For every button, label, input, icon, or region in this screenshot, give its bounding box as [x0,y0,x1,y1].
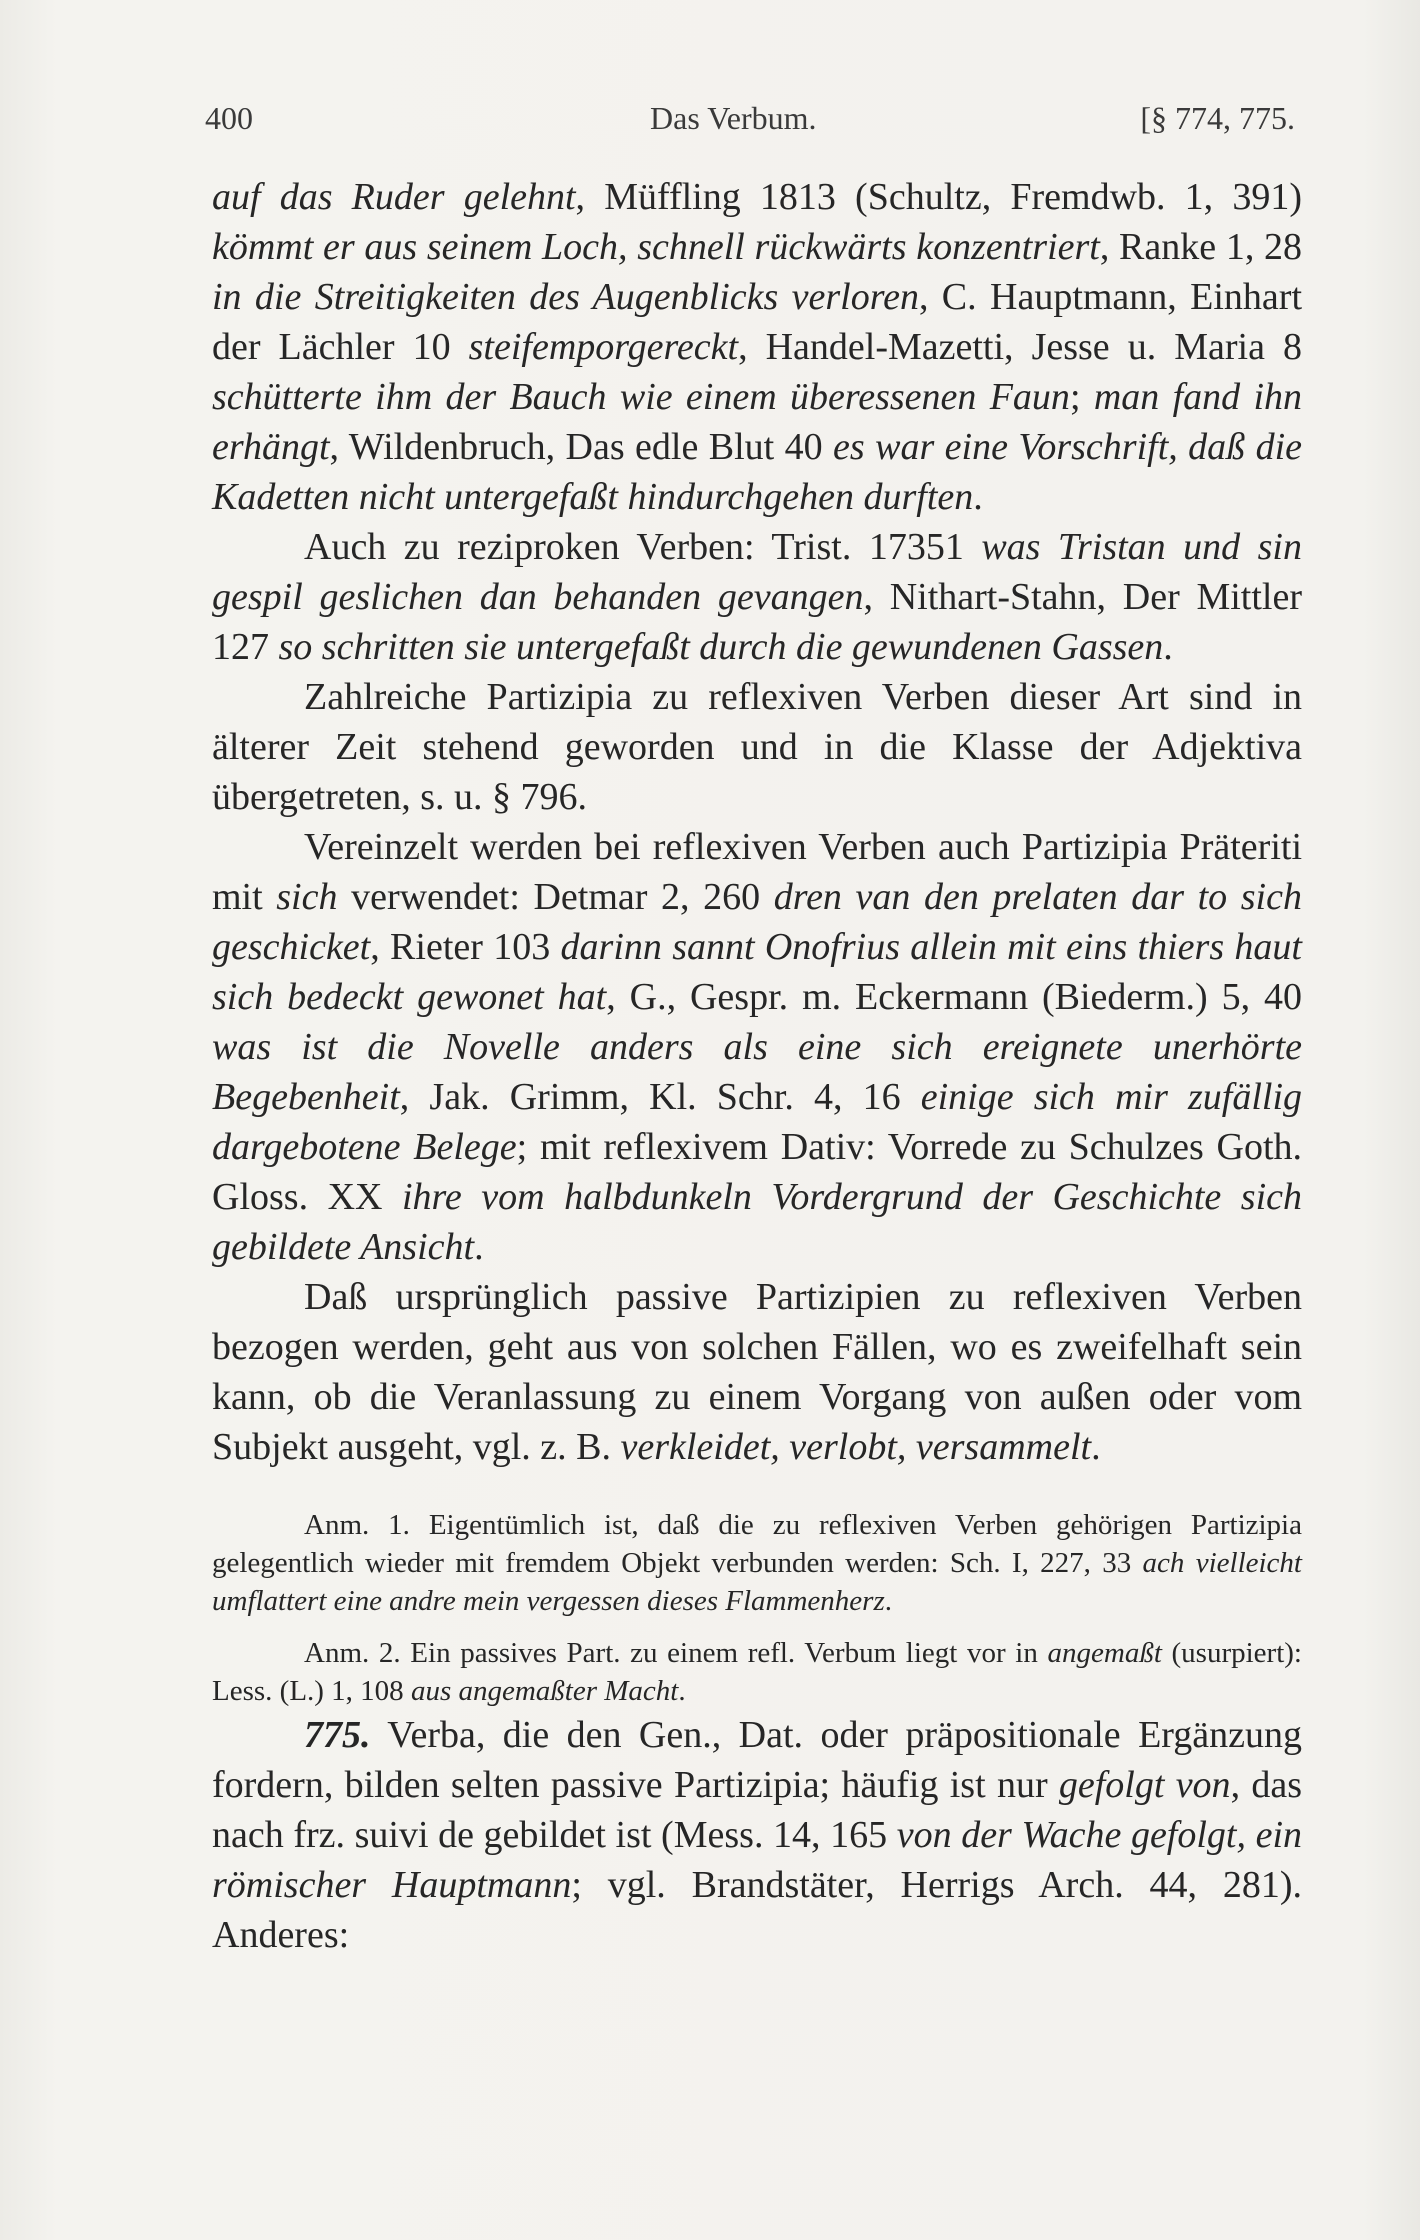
source-text: . [678,1675,686,1707]
citation-quote: man fand ihn erhängt [212,376,1303,468]
source-text: . [1163,626,1173,668]
source-text: ; mit reflexivem Dativ: Vorrede zu Schulzes Goth. Gloss. XX [212,1126,1302,1218]
source-text: , Rieter 103 [370,926,561,968]
citation-quote: darinn sannt Onofrius allein mit eins thiers haut sich bedeckt gewonet hat [212,926,1302,1018]
paragraph [212,172,1302,522]
source-text: Anm. 1. Eigentümlich ist, daß die zu reflexiven Verben gehörigen Partizipia gelegentlich wieder mit fremdem Objekt verbunden werden: Sch. I, 227, 33 [212,1509,1302,1579]
source-text: Anm. 2. Ein passives Part. zu einem refl. Verbum liegt vor in [304,1637,1048,1669]
section-775 [212,1710,1302,1960]
section-reference: [§ 774, 775. [1140,100,1295,136]
citation-quote: dren van den prelaten dar to sich geschicket [212,876,1302,968]
footnotes [212,1506,1302,1710]
source-text: , Nithart-Stahn, Der Mittler 127 [212,576,1302,668]
source-text: . [1091,1426,1101,1468]
note-2 [212,1634,1302,1710]
source-text: (usurpiert): Less. (L.) 1, 108 [212,1637,1302,1707]
source-text: ; [1069,376,1094,418]
citation-quote: in die Streitigkeiten des Augenblicks verloren [212,276,919,318]
note-1 [212,1506,1302,1620]
citation-quote: sich [276,876,338,918]
citation-quote: schütterte ihm der Bauch wie einem überessenen Faun [212,376,1070,418]
page-number: 400 [205,100,253,136]
citation-quote: ach vielleicht umflattert eine andre mein vergessen dieses Flammenherz [212,1547,1302,1617]
citation-quote: einige sich mir zufällig dargebotene Belege [212,1076,1303,1168]
source-text: , Wildenbruch, Das edle Blut 40 [329,426,834,468]
source-text: , C. Hauptmann, Einhart der Lächler 10 [212,276,1302,368]
citation-quote: kömmt er aus seinem Loch, schnell rückwärts konzentriert [212,226,1100,268]
paragraph [212,522,1302,672]
section-number: 775. [304,1714,371,1756]
citation-quote: es war eine Vorschrift, daß die Kadetten nicht untergefaßt hindurchgehen durften [212,426,1303,518]
citation-quote: aus angemaßter Macht [410,1675,679,1707]
source-text: Zahlreiche Partizipia zu reflexiven Verben dieser Art sind in älterer Zeit stehend geworden und in die Klasse der Adjektiva übergetreten, s. u. § 796. [212,676,1302,818]
source-text: , Müffling 1813 (Schultz, Fremdwb. 1, 391) [575,176,1302,218]
citation-quote: angemaßt [1047,1637,1162,1669]
citation-quote: verkleidet, verlobt, versammelt [620,1426,1092,1468]
paragraph [212,1272,1302,1472]
citation-quote: ihre vom halbdunkeln Vordergrund der Geschichte sich gebildete Ansicht [212,1176,1303,1268]
citation-quote: von der Wache gefolgt, ein römischer Hauptmann [212,1814,1302,1906]
source-text: , Jak. Grimm, Kl. Schr. 4, 16 [399,1076,921,1118]
citation-quote: steifemporgereckt [468,326,739,368]
source-text: , das nach frz. suivi de gebildet ist (Mess. 14, 165 [212,1764,1302,1856]
source-text: , Ranke 1, 28 [1099,226,1302,268]
running-title: Das Verbum. [650,100,817,136]
source-text: , Handel-Mazetti, Jesse u. Maria 8 [738,326,1302,368]
source-text: Auch zu reziproken Verben: Trist. 17351 [304,526,982,568]
paragraph [212,822,1302,1272]
main-text [212,172,1302,1960]
citation-quote: was ist die Novelle anders als eine sich ereignete unerhörte Begebenheit [212,1026,1302,1118]
source-text: verwendet: Detmar 2, 260 [337,876,774,918]
source-text: ; vgl. Brandstäter, Herrigs Arch. 44, 281). Anderes: [212,1864,1302,1956]
source-text: , G., Gespr. m. Eckermann (Biederm.) 5, 40 [606,976,1302,1018]
source-text: Daß ursprünglich passive Partizipien zu reflexiven Verben bezogen werden, geht aus von solchen Fällen, wo es zweifelhaft sein kann, ob die Veranlassung zu einem Vorgang von außen oder vom Subjekt ausgeht, vgl. z. B. [212,1276,1302,1468]
source-text: Vereinzelt werden bei reflexiven Verben auch Partizipia Präteriti mit [212,826,1302,918]
source-text: . [884,1585,892,1617]
citation-quote: gefolgt von [1058,1764,1231,1806]
paragraph [212,672,1302,822]
source-text: Verba, die den Gen., Dat. oder präpositionale Ergänzung fordern, bilden selten passive Partizipia; häufig ist nur [212,1714,1302,1806]
citation-quote: auf das Ruder gelehnt [212,176,576,218]
source-text: . [973,476,983,518]
citation-quote: was Tristan und sin gespil geslichen dan behanden gevangen [212,526,1302,618]
running-header [205,100,1295,150]
citation-quote: so schritten sie untergefaßt durch die gewundenen Gassen [278,626,1164,668]
source-text: . [474,1226,484,1268]
